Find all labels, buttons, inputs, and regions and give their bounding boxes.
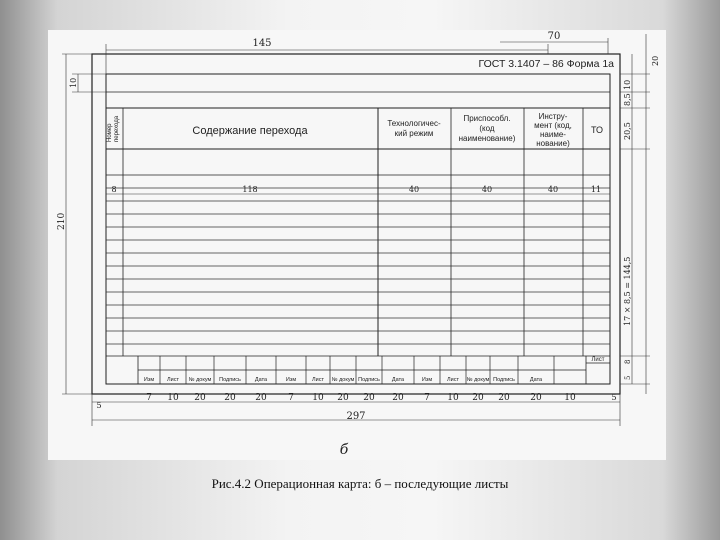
dim-bottom-value: 10 xyxy=(564,393,576,403)
dim-row-40a: 40 xyxy=(408,185,420,194)
dim-bottom-value: 10 xyxy=(447,393,459,403)
dim-right-85: 8,5 xyxy=(623,93,632,106)
dim-right-10: 10 xyxy=(623,79,632,90)
fixture-header-1: Приспособл. xyxy=(463,114,511,123)
footer-label: Дата xyxy=(254,377,268,383)
dim-bottom-value: 7 xyxy=(424,393,430,403)
form-drawing xyxy=(48,30,666,460)
content-header: Содержание перехода xyxy=(192,125,308,137)
row-number-header-2: перехода xyxy=(114,115,120,142)
footer-label: № докум xyxy=(466,377,490,383)
footer-label: Изм xyxy=(285,377,297,383)
form-title: ГОСТ 3.1407 – 86 Форма 1а xyxy=(478,58,614,70)
dim-bottom-value: 10 xyxy=(312,393,324,403)
tech-header-2: кий режим xyxy=(394,129,434,138)
footer-label: Подпись xyxy=(493,377,515,383)
footer-label: Изм xyxy=(143,377,155,383)
dim-bottom-value: 20 xyxy=(392,393,404,403)
sub-letter: б xyxy=(339,442,349,458)
footer-label: Подпись xyxy=(219,377,241,383)
dim-bottom-total: 297 xyxy=(346,411,366,422)
dim-bottom-5b: 5 xyxy=(611,393,617,402)
footer-label: Подпись xyxy=(358,377,380,383)
dim-bottom-value: 10 xyxy=(167,393,179,403)
dim-row-40b: 40 xyxy=(481,185,493,194)
dim-top-total: 145 xyxy=(252,38,272,49)
dim-left-top: 10 xyxy=(69,77,78,88)
tool-header-3: наиме- xyxy=(540,130,566,139)
footer-label: № докум xyxy=(188,377,212,383)
dim-row-11: 11 xyxy=(590,185,602,194)
dim-bottom-value: 20 xyxy=(530,393,542,403)
dim-bottom-value: 20 xyxy=(224,393,236,403)
dim-bottom-value: 20 xyxy=(472,393,484,403)
dim-top-right: 70 xyxy=(547,31,561,42)
footer-label: Лист xyxy=(447,377,459,383)
dim-right-bottom-b: 5 xyxy=(624,375,632,380)
figure-caption: Рис.4.2 Операционная карта: б – последующие листы xyxy=(211,476,509,491)
footer-label: Лист xyxy=(167,377,179,383)
dim-right-bottom-a: 8 xyxy=(624,359,632,364)
dim-bottom-value: 20 xyxy=(498,393,510,403)
footer-label: Лист xyxy=(312,377,324,383)
table-rows xyxy=(106,188,610,344)
footer-label: Изм xyxy=(421,377,433,383)
dim-bottom-value: 20 xyxy=(363,393,375,403)
to-header: ТО xyxy=(590,125,604,135)
footer-label: Дата xyxy=(529,377,543,383)
tool-header-2: мент (код, xyxy=(534,121,572,130)
dim-right-top: 20 xyxy=(651,55,660,66)
dim-right-body: 17 × 8,5 = 144,5 xyxy=(623,256,632,326)
dim-right-205: 20,5 xyxy=(623,122,632,140)
dim-bottom-value: 7 xyxy=(146,393,152,403)
dim-bottom-value: 20 xyxy=(255,393,267,403)
dim-bottom-value: 20 xyxy=(337,393,349,403)
dim-row-118: 118 xyxy=(242,185,258,194)
dim-bottom-value: 20 xyxy=(194,393,206,403)
list-label: Лист xyxy=(591,357,605,363)
tech-header-1: Технологичес- xyxy=(387,119,441,128)
dim-bottom-value: 7 xyxy=(288,393,294,403)
footer-label: Дата xyxy=(391,377,405,383)
fixture-header-3: наименование) xyxy=(458,134,516,143)
row-number-header-1: Номер xyxy=(107,123,113,142)
form-outer-frame xyxy=(92,54,620,394)
footer-label: № докум xyxy=(331,377,355,383)
tool-header-4: нование) xyxy=(536,139,570,148)
dim-row-40c: 40 xyxy=(547,185,559,194)
fixture-header-2: (код xyxy=(479,124,495,133)
dim-row-8: 8 xyxy=(111,185,117,194)
tool-header-1: Инстру- xyxy=(538,112,568,121)
drawing-sheet xyxy=(48,30,666,460)
dim-bottom-5: 5 xyxy=(96,401,102,410)
dim-left-total: 210 xyxy=(57,212,67,230)
